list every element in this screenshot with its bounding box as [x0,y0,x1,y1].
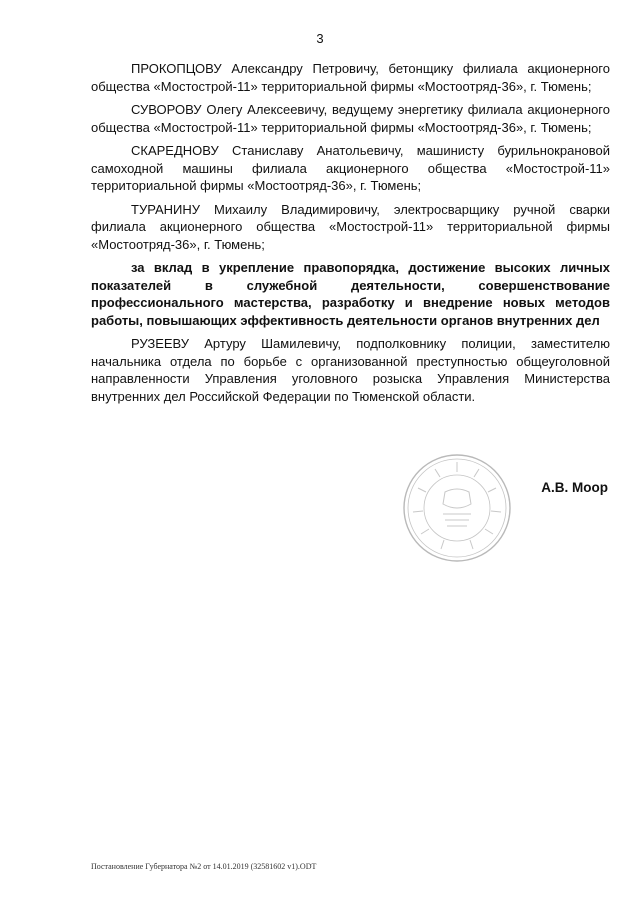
paragraph: РУЗЕЕВУ Артуру Шамилевичу, подполковнику полиции, заместителю начальника отдела по борьбе с организованной преступностью общеуголовной направленности Управления уголовного розыска Управления Министерства внутренних дел Российской Федерации по Тюменской области. [91,336,610,404]
award-reason-paragraph: за вклад в укрепление правопорядка, достижение высоких личных показателей в служебной деятельности, совершенствование профессионального мастерства, разработку и внедрение новых методов работы, повышающих эффективность деятельности органов внутренних дел [91,260,610,328]
document-footer: Постановление Губернатора №2 от 14.01.2019 (32581602 v1).ODT [91,862,317,871]
page-number: 3 [316,31,324,46]
document-body [91,60,610,411]
signature-name: А.В. Моор [541,480,608,495]
paragraph: ПРОКОПЦОВУ Александру Петровичу, бетонщику филиала акционерного общества «Мостострой-11» территориальной фирмы «Мостоотряд-36», г. Тюмень; [91,61,610,94]
paragraph: СКАРЕДНОВУ Станиславу Анатольевичу, машинисту бурильнокрановой самоходной машины филиала акционерного общества «Мостострой-11» территориальной фирмы «Мостоотряд-36», г. Тюмень; [91,143,610,193]
paragraph: ТУРАНИНУ Михаилу Владимировичу, электросварщику ручной сварки филиала акционерного общества «Мостострой-11» территориальной фирмы «Мостоотряд-36», г. Тюмень; [91,201,610,252]
official-seal-stamp [401,452,513,564]
paragraph: СУВОРОВУ Олегу Алексеевичу, ведущему энергетику филиала акционерного общества «Мостострой-11» территориальной фирмы «Мостоотряд-36», г. Тюмень; [91,102,610,135]
